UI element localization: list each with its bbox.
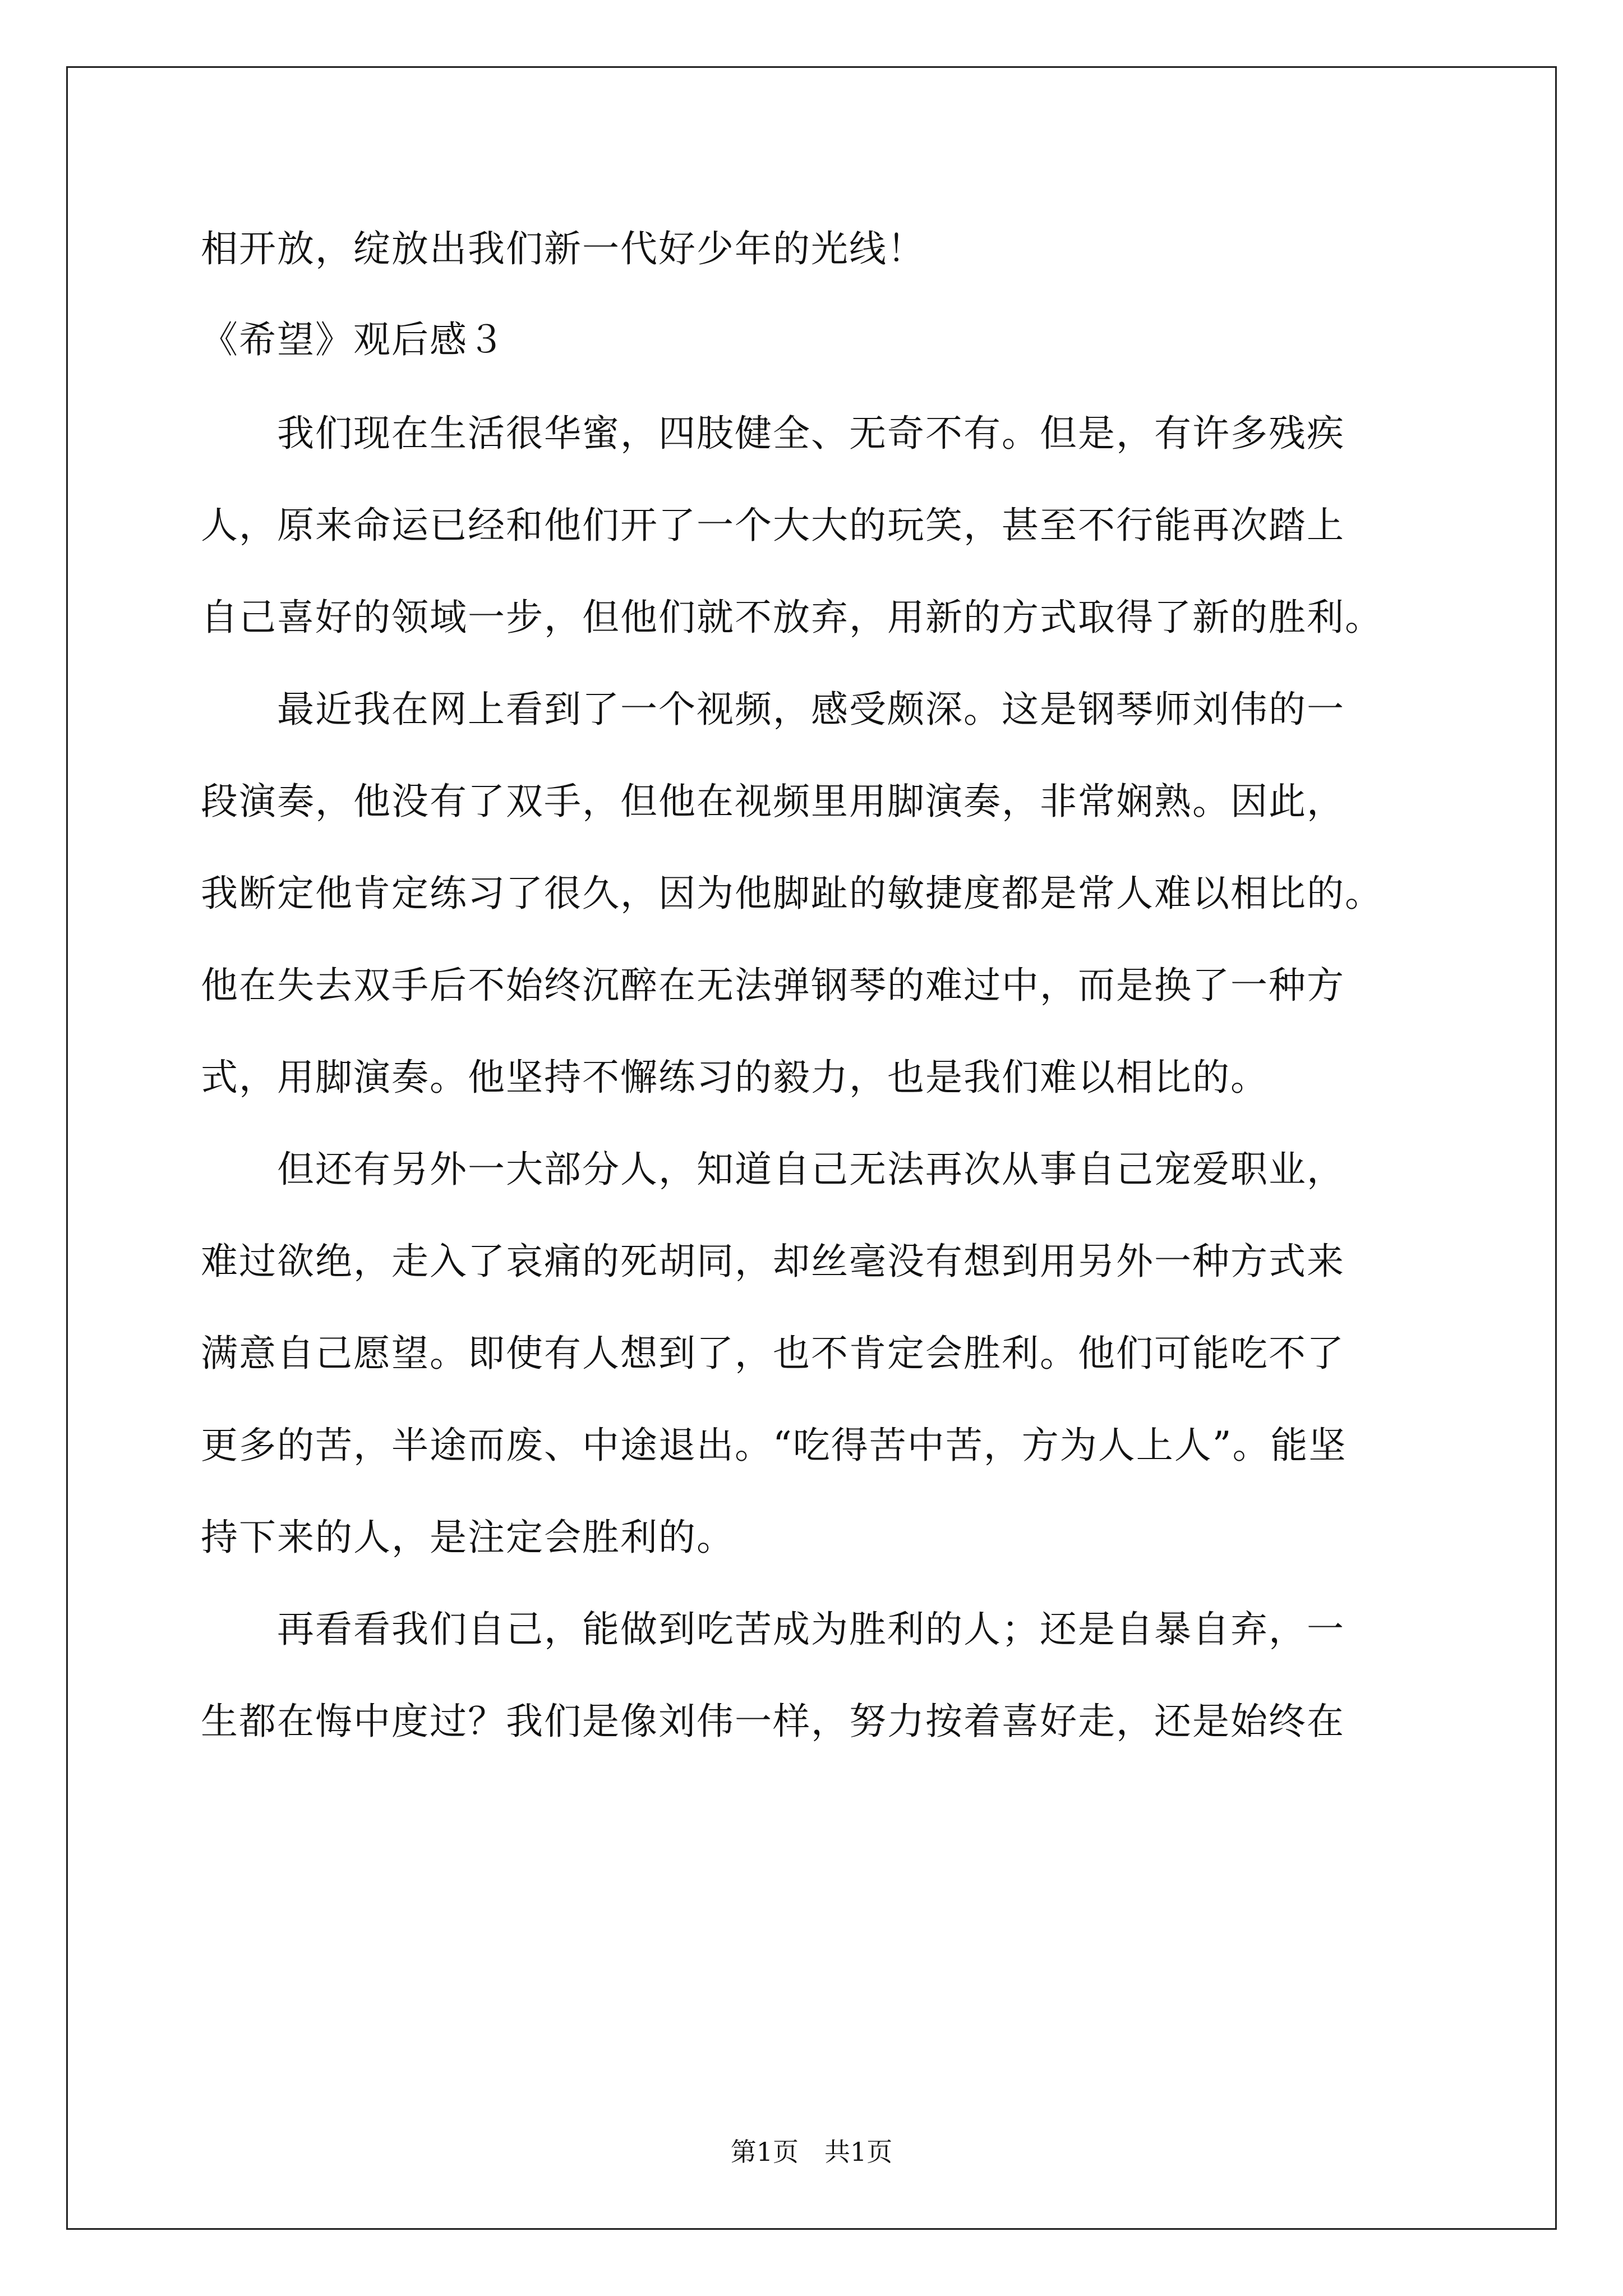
text-line: 最近我在网上看到了一个视频，感受颇深。这是钢琴师刘伟的一: [201, 688, 1345, 731]
text-line: 生都在悔中度过？我们是像刘伟一样，努力按着喜好走，还是始终在: [201, 1700, 1345, 1743]
text-line: 满意自己愿望。即使有人想到了，也不肯定会胜利。他们可能吃不了: [201, 1332, 1345, 1375]
text-line: 我断定他肯定练习了很久，因为他脚趾的敏捷度都是常人难以相比的。: [201, 872, 1383, 915]
section-heading: 《希望》观后感３: [201, 318, 506, 361]
text-line: 但还有另外一大部分人，知道自己无法再次从事自己宠爱职业，: [201, 1148, 1345, 1191]
text-line: 持下来的人，是注定会胜利的。: [201, 1516, 735, 1559]
page-number-footer: 第1页 共1页: [730, 2137, 893, 2167]
text-line: 自己喜好的领域一步，但他们就不放弃，用新的方式取得了新的胜利。: [201, 596, 1383, 639]
text-line: 难过欲绝，走入了哀痛的死胡同，却丝毫没有想到用另外一种方式来: [201, 1240, 1345, 1283]
text-line: 再看看我们自己，能做到吃苦成为胜利的人；还是自暴自弃，一: [201, 1608, 1345, 1651]
text-line: 式，用脚演奏。他坚持不懈练习的毅力，也是我们难以相比的。: [201, 1056, 1269, 1099]
text-line: 我们现在生活很华蜜，四肢健全、无奇不有。但是，有许多残疾: [201, 412, 1345, 455]
text-line: 段演奏，他没有了双手，但他在视频里用脚演奏，非常娴熟。因此，: [201, 780, 1345, 823]
text-line: 更多的苦，半途而废、中途退出。“吃得苦中苦，方为人上人”。能坚: [201, 1424, 1347, 1467]
text-line: 人，原来命运已经和他们开了一个大大的玩笑，甚至不行能再次踏上: [201, 504, 1345, 547]
text-line: 他在失去双手后不始终沉醉在无法弹钢琴的难过中，而是换了一种方: [201, 964, 1345, 1007]
text-line: 相开放，绽放出我们新一代好少年的光线！: [201, 227, 925, 270]
